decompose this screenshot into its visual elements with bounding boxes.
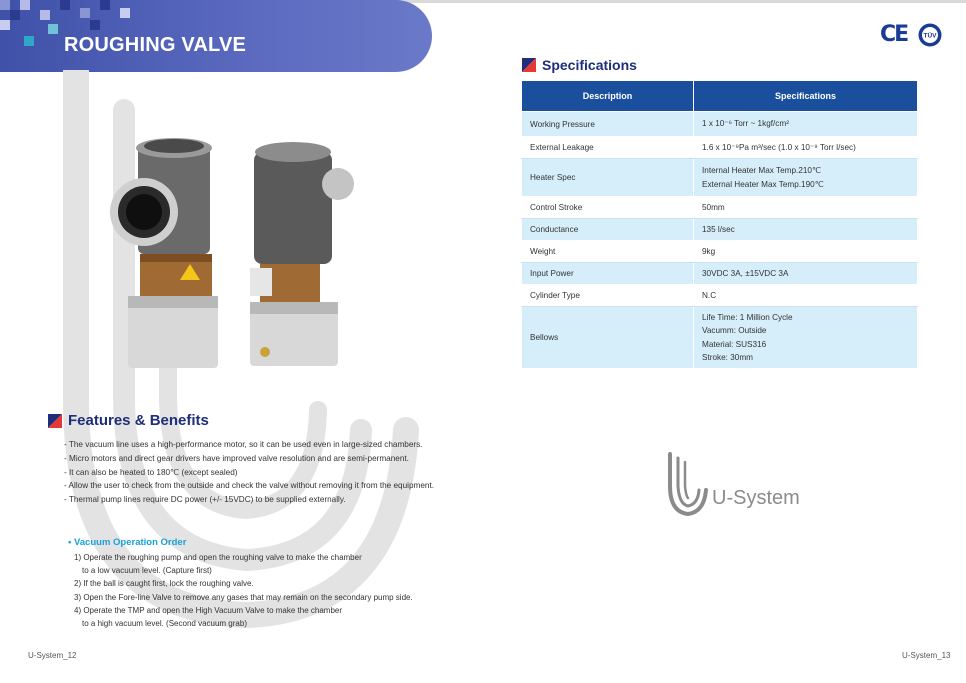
step-line: to a low vacuum level. (Capture first) <box>82 566 212 576</box>
vacuum-order-heading: • Vacuum Operation Order <box>68 537 187 548</box>
spec-value: 135 l/sec <box>694 219 918 241</box>
table-row <box>522 285 918 307</box>
spec-value: Internal Heater Max Temp.210℃ External Heater Max Temp.190℃ <box>694 159 918 197</box>
feature-item: - Allow the user to check from the outside and check the valve without removing it from the equipment. <box>64 481 434 491</box>
spec-desc: Cylinder Type <box>522 285 694 307</box>
tuv-mark-icon <box>918 23 942 47</box>
section-mark-icon <box>48 414 62 428</box>
spec-desc: Conductance <box>522 219 694 241</box>
spec-desc: Input Power <box>522 263 694 285</box>
page-number-left: U-System_12 <box>28 651 77 660</box>
spec-table <box>521 80 918 369</box>
table-row <box>522 241 918 263</box>
feature-item: - Thermal pump lines require DC power (+/- 15VDC) to be supplied externally. <box>64 495 346 505</box>
page-title: ROUGHING VALVE <box>64 34 247 56</box>
spec-desc: Heater Spec <box>522 159 694 197</box>
spec-value: 30VDC 3A, ±15VDC 3A <box>694 263 918 285</box>
brand-name: U-System <box>712 487 800 509</box>
spec-value: 1.6 x 10⁻⁹Pa m³/sec (1.0 x 10⁻⁹ Torr l/sec) <box>694 137 918 159</box>
spec-value: 9kg <box>694 241 918 263</box>
table-row <box>522 307 918 369</box>
col-description: Description <box>522 81 694 112</box>
step-line: 4) Operate the TMP and open the High Vacuum Valve to make the chamber <box>74 605 343 615</box>
features-list <box>64 438 464 507</box>
table-row <box>522 219 918 241</box>
spec-desc: Weight <box>522 241 694 263</box>
table-row <box>522 263 918 285</box>
spec-value: N.C <box>694 285 918 307</box>
spec-value: 1 x 10⁻⁶ Torr ~ 1kgf/cm² <box>694 112 918 137</box>
spec-desc: External Leakage <box>522 137 694 159</box>
step-line: 2) If the ball is caught first, lock the roughing valve. <box>74 579 254 589</box>
section-mark-icon <box>522 58 536 72</box>
spec-header-row <box>522 81 918 112</box>
step-line: to a high vacuum level. (Second vacuum grab) <box>82 619 247 629</box>
product-photo <box>100 112 360 374</box>
page-number-right: U-System_13 <box>902 651 951 660</box>
table-row <box>522 159 918 197</box>
tuv-label: TÜV <box>923 32 937 40</box>
feature-item: - The vacuum line uses a high-performance motor, so it can be used even in large-sized chambers. <box>64 440 423 449</box>
spec-desc: Control Stroke <box>522 197 694 219</box>
feature-item: - Micro motors and direct gear drivers have improved valve resolution and are semi-permanent. <box>64 453 409 463</box>
spec-value: Life Time: 1 Million Cycle Vacumm: Outside Material: SUS316 Stroke: 30mm <box>694 307 918 369</box>
ce-mark-icon: CE <box>880 22 908 47</box>
vacuum-steps-list <box>74 551 413 630</box>
feature-item: - It can also be heated to 180℃ (except sealed) <box>64 467 238 477</box>
col-specifications: Specifications <box>694 81 918 112</box>
spec-desc: Bellows <box>522 307 694 369</box>
table-row <box>522 112 918 137</box>
specs-heading: Specifications <box>522 57 637 73</box>
features-heading: Features & Benefits <box>48 412 209 429</box>
step-line: 1) Operate the roughing pump and open the roughing valve to make the chamber <box>74 553 362 562</box>
title-banner <box>0 0 432 72</box>
table-row <box>522 137 918 159</box>
table-row <box>522 197 918 219</box>
spec-value: 50mm <box>694 197 918 219</box>
spec-desc: Working Pressure <box>522 112 694 137</box>
step-line: 3) Open the Fore-line Valve to remove any gases that may remain on the secondary pump side. <box>74 592 413 602</box>
